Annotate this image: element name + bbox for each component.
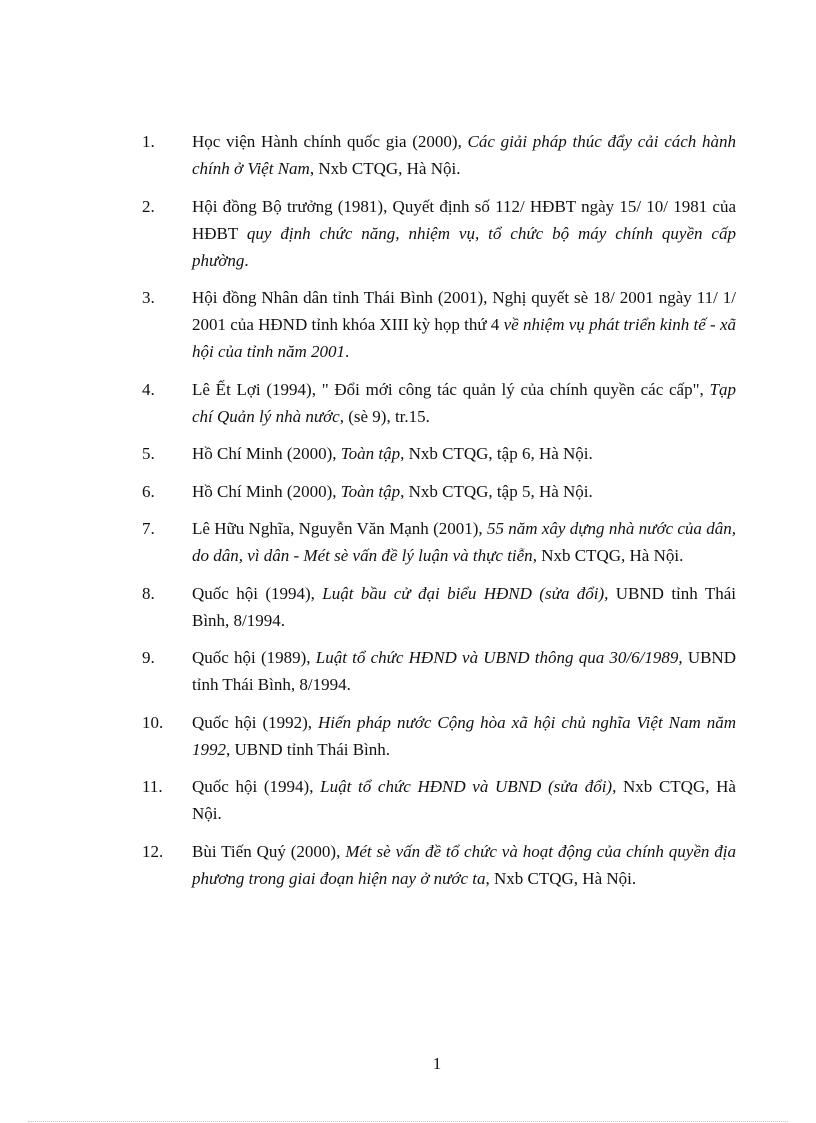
reference-text [192,284,736,365]
reference-item [142,128,736,182]
reference-text-segment: , Nxb CTQG, Hà Nội. [485,868,637,888]
reference-text [192,773,736,827]
reference-text-segment: Quốc hội (1994), [192,777,321,796]
reference-text-segment: UBND tỉnh Thái Bình, 8/1994. [192,648,736,694]
reference-item [142,580,736,634]
reference-number: 8. [142,583,155,603]
reference-number: 1. [142,132,155,151]
reference-text-segment: Lê Hữu Nghĩa, Nguyễn Văn Mạnh (2001), [192,519,487,538]
reference-number: 9. [142,648,155,667]
reference-text-segment: , Nxb CTQG, Hà Nội. [532,546,684,565]
reference-title-italic: Toàn tập [340,444,401,463]
reference-title-italic: Hiến pháp nước Cộng hòa xã hội chủ nghĩa Việt Nam năm 1992 [192,712,736,759]
reference-text [192,515,736,569]
reference-text-segment: Quốc hội (1989), [192,648,316,667]
reference-text-segment: , UBND tỉnh Thái Bình. [226,739,391,759]
reference-item [142,644,736,698]
reference-title-italic: Mét sè vấn đề tổ chức và hoạt động của chính quyền địa phương trong giai đoạn hiện nay ở nước ta [192,841,736,888]
reference-text-segment: , (sè 9), tr.15. [339,406,430,426]
reference-text-segment: Hồ Chí Minh (2000), [192,481,341,501]
reference-text-segment: , Nxb CTQG, tập 5, Hà Nội. [400,481,593,501]
reference-number: 7. [142,519,155,538]
reference-text [192,440,736,467]
page-number: 1 [432,1054,442,1073]
reference-list [142,128,736,902]
reference-text-segment: . [244,250,249,270]
reference-text-segment: Hội đồng Nhân dân tỉnh Thái Bình (2001), Nghị quyết sè 18/ 2001 ngày 11/ 1/ 2001 của HĐND tỉnh khóa XIII kỳ họp thứ 4 [192,288,736,334]
page-bottom-divider [28,1121,788,1122]
reference-number: 11. [142,777,163,796]
reference-text-segment: Hồ Chí Minh (2000), [192,444,341,463]
reference-title-italic: quy định chức năng, nhiệm vụ, tổ chức bộ máy chính quyền cấp phường [192,223,736,270]
reference-text-segment: , Nxb CTQG, tập 6, Hà Nội. [400,444,593,463]
reference-title-italic: Luật tổ chức HĐND và UBND (sửa đổi) [320,777,613,796]
reference-item [142,284,736,365]
reference-item [142,440,736,467]
reference-title-italic: Tạp chí Quản lý nhà nước [192,379,736,426]
reference-text-segment: Lê Ết Lợi (1994), " Đổi mới công tác quản lý của chính quyền các cấp", [192,379,710,399]
reference-number: 2. [142,196,155,216]
reference-title-italic: về nhiệm vụ phát triển kinh tế - xã hội của tỉnh năm 2001 [192,315,736,361]
reference-text-segment: Hội đồng Bộ trưởng (1981), Quyết định số 112/ HĐBT ngày 15/ 10/ 1981 của HĐBT [192,196,736,243]
reference-text [192,709,736,763]
reference-number: 6. [142,481,155,501]
reference-number: 12. [142,841,164,861]
reference-number: 5. [142,444,155,463]
reference-title-italic: Các giải pháp thúc đẩy cải cách hành chính ở Việt Nam [192,132,736,178]
reference-number: 4. [142,379,155,399]
reference-title-italic: Luật tổ chức HĐND và UBND thông qua 30/6/1989, [315,648,683,667]
reference-text [192,580,736,634]
reference-text-segment: , Nxb CTQG, Hà Nội. [192,777,736,823]
reference-text [192,478,736,505]
reference-item [142,478,736,505]
reference-item [142,376,736,430]
reference-item [142,193,736,274]
reference-text-segment: . [345,342,350,361]
reference-text [192,644,736,698]
reference-title-italic: Toàn tập [340,481,401,501]
reference-number: 3. [142,288,155,307]
reference-text-segment: Bùi Tiến Quý (2000), [192,841,346,861]
reference-text-segment: Quốc hội (1994), [192,583,323,603]
reference-text [192,838,736,892]
reference-text-segment: Học viện Hành chính quốc gia (2000), [192,132,468,151]
reference-text [192,376,736,430]
reference-text [192,193,736,274]
reference-text [192,128,736,182]
reference-number: 10. [142,712,164,732]
reference-text-segment: Quốc hội (1992), [192,712,319,732]
reference-item [142,838,736,892]
reference-item [142,515,736,569]
reference-text-segment: UBND tỉnh Thái Bình, 8/1994. [192,583,737,630]
reference-text-segment: , Nxb CTQG, Hà Nội. [309,159,461,178]
reference-item [142,773,736,827]
reference-item [142,709,736,763]
reference-title-italic: 55 năm xây dựng nhà nước của dân, do dân, vì dân - Mét sè vấn đề lý luận và thực tiễn [192,519,736,565]
reference-title-italic: Luật bầu cử đại biểu HĐND (sửa đổi), [322,583,609,603]
